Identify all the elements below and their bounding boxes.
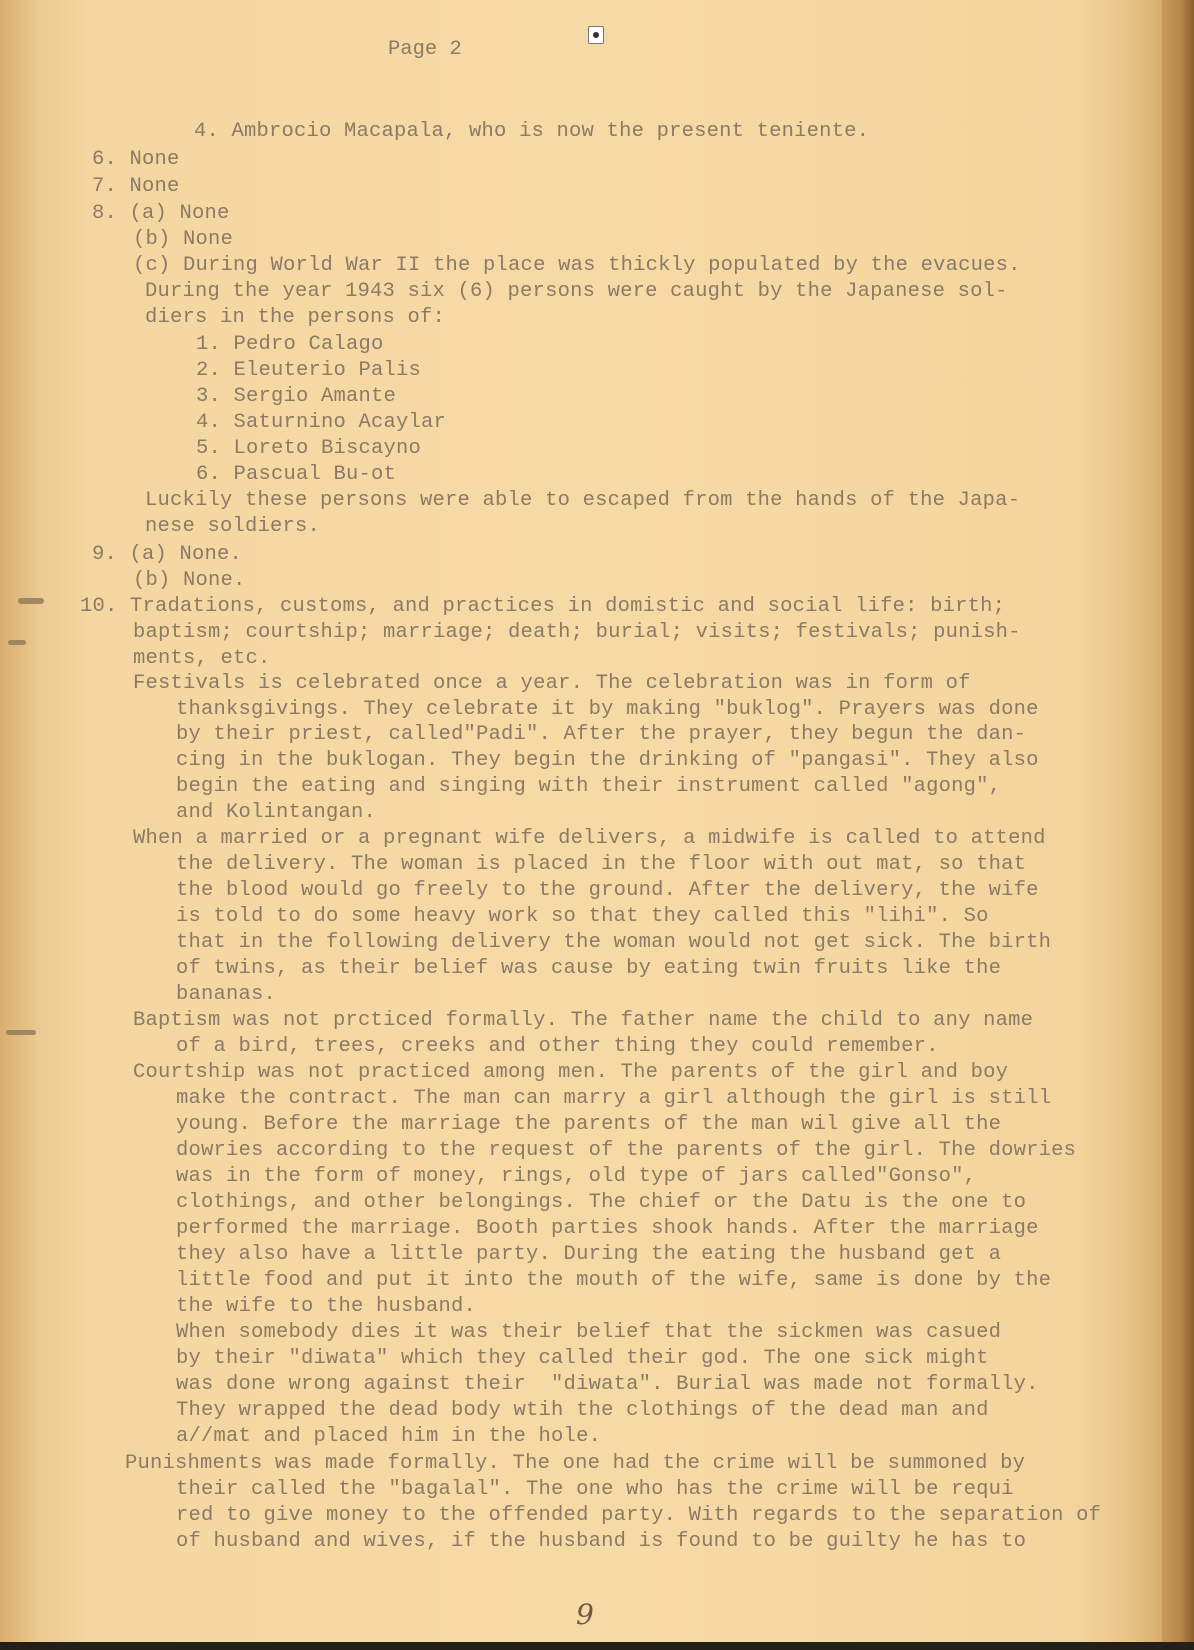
page-number: 9: [576, 1598, 594, 1631]
text-line: 3. Sergio Amante: [196, 385, 397, 408]
text-line: 1. Pedro Calago: [196, 333, 384, 356]
text-line: nese soldiers.: [145, 515, 321, 538]
text-line: begin the eating and singing with their instrument called "agong",: [176, 775, 1002, 798]
text-line: When a married or a pregnant wife delivers, a midwife is called to attend: [133, 827, 1046, 850]
text-line: performed the marriage. Booth parties shook hands. After the marriage: [176, 1217, 1039, 1240]
text-line: dowries according to the request of the parents of the girl. The dowries: [176, 1139, 1077, 1162]
text-line: bananas.: [176, 983, 277, 1006]
text-line: of twins, as their belief was cause by eating twin fruits like the: [176, 957, 1002, 980]
binding-hole: [588, 26, 604, 44]
text-line: 9. (a) None.: [92, 543, 243, 566]
text-line: is told to do some heavy work so that they called this "lihi". So: [176, 905, 989, 928]
text-line: (c) During World War II the place was thickly populated by the evacues.: [133, 254, 1021, 277]
text-line: Punishments was made formally. The one had the crime will be summoned by: [125, 1452, 1026, 1475]
text-line: the delivery. The woman is placed in the floor with out mat, so that: [176, 853, 1027, 876]
text-line: baptism; courtship; marriage; death; burial; visits; festivals; punish-: [133, 621, 1021, 644]
text-line: 6. None: [92, 148, 180, 171]
text-line: make the contract. The man can marry a girl although the girl is still: [176, 1087, 1052, 1110]
text-line: diers in the persons of:: [145, 306, 446, 329]
text-line: little food and put it into the mouth of the wife, same is done by the: [176, 1269, 1052, 1292]
text-line: cing in the buklogan. They begin the drinking of "pangasi". They also: [176, 749, 1039, 772]
text-line: of a bird, trees, creeks and other thing they could remember.: [176, 1035, 939, 1058]
edge-stain: [18, 598, 44, 604]
text-line: 10. Tradations, customs, and practices in domistic and social life: birth;: [80, 595, 1006, 618]
text-line: thanksgivings. They celebrate it by making "buklog". Prayers was done: [176, 698, 1039, 721]
text-line: 2. Eleuterio Palis: [196, 359, 422, 382]
text-line: Baptism was not prcticed formally. The father name the child to any name: [133, 1009, 1034, 1032]
text-line: 4. Ambrocio Macapala, who is now the present teniente.: [194, 120, 870, 143]
text-line: Festivals is celebrated once a year. The celebration was in form of: [133, 672, 971, 695]
text-line: Courtship was not practiced among men. The parents of the girl and boy: [133, 1061, 1009, 1084]
text-line: red to give money to the offended party. With regards to the separation of: [176, 1504, 1102, 1527]
text-line: the blood would go freely to the ground. After the delivery, the wife: [176, 879, 1039, 902]
text-line: and Kolintangan.: [176, 801, 377, 824]
page-edge: [1162, 0, 1194, 1650]
text-line: the wife to the husband.: [176, 1295, 477, 1318]
text-line: their called the "bagalal". The one who has the crime will be requi: [176, 1478, 1014, 1501]
text-line: (b) None: [133, 228, 234, 251]
text-line: by their "diwata" which they called their god. The one sick might: [176, 1347, 989, 1370]
text-line: (b) None.: [133, 569, 246, 592]
text-line: 7. None: [92, 175, 180, 198]
text-line: 6. Pascual Bu-ot: [196, 463, 397, 486]
page-header: Page 2: [388, 38, 462, 61]
text-line: clothings, and other belongings. The chief or the Datu is the one to: [176, 1191, 1027, 1214]
edge-stain: [6, 1030, 36, 1035]
scan-border: [0, 1642, 1194, 1650]
text-line: of husband and wives, if the husband is found to be guilty he has to: [176, 1530, 1027, 1553]
text-line: 5. Loreto Biscayno: [196, 437, 422, 460]
text-line: 8. (a) None: [92, 202, 230, 225]
edge-stain: [8, 640, 26, 645]
text-line: they also have a little party. During the eating the husband get a: [176, 1243, 1002, 1266]
text-line: young. Before the marriage the parents of the man wil give all the: [176, 1113, 1002, 1136]
text-line: was in the form of money, rings, old type of jars called"Gonso",: [176, 1165, 977, 1188]
text-line: When somebody dies it was their belief that the sickmen was casued: [176, 1321, 1002, 1344]
text-line: They wrapped the dead body wtih the clothings of the dead man and: [176, 1399, 989, 1422]
text-line: a//mat and placed him in the hole.: [176, 1425, 602, 1448]
text-line: was done wrong against their "diwata". Burial was made not formally.: [176, 1373, 1039, 1396]
text-line: Luckily these persons were able to escaped from the hands of the Japa-: [145, 489, 1021, 512]
text-line: ments, etc.: [133, 647, 271, 670]
text-line: by their priest, called"Padi". After the prayer, they begun the dan-: [176, 723, 1027, 746]
text-line: 4. Saturnino Acaylar: [196, 411, 447, 434]
text-line: that in the following delivery the woman would not get sick. The birth: [176, 931, 1052, 954]
text-line: During the year 1943 six (6) persons were caught by the Japanese sol-: [145, 280, 1008, 303]
